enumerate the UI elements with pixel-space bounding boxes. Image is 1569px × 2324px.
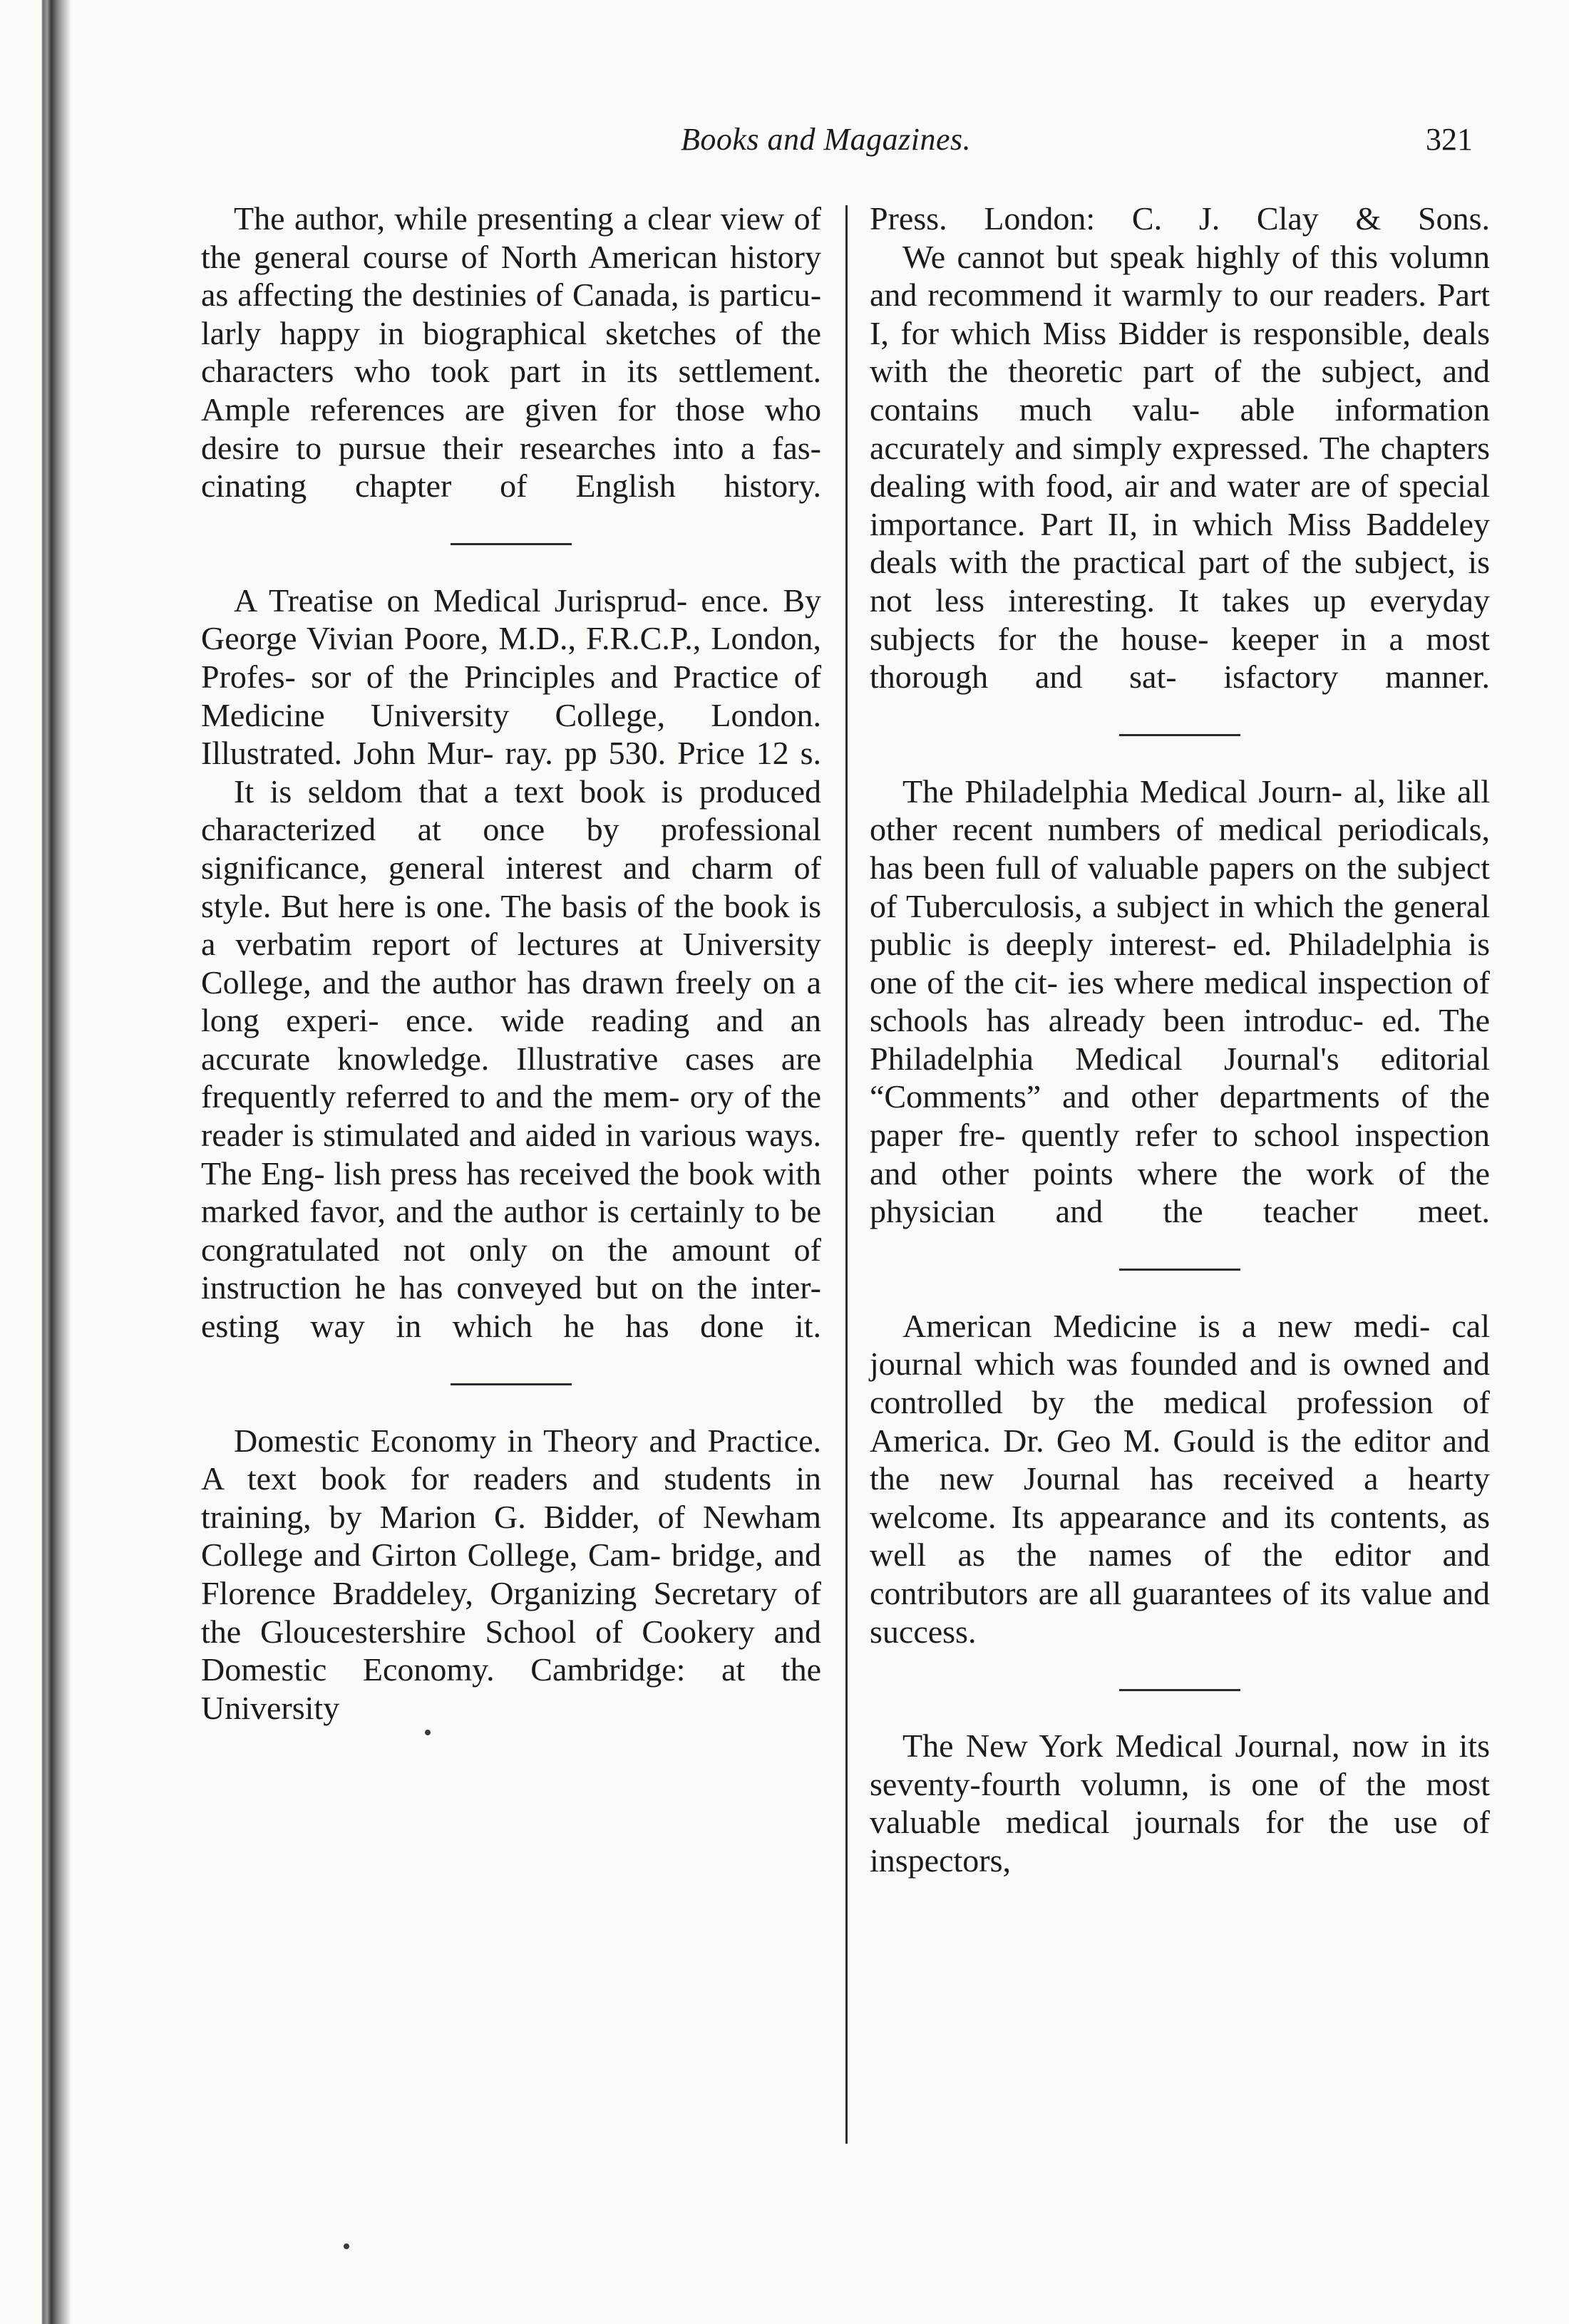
- ink-speck: [344, 2243, 349, 2249]
- section-separator: [870, 1231, 1490, 1307]
- column-rule: [845, 205, 848, 2144]
- running-title: Books and Magazines.: [681, 122, 972, 157]
- left-column: [201, 200, 821, 1727]
- paragraph: We cannot but speak highly of this volumn and recommend it warmly to our readers. Part I, for which Miss Bidder is responsible, deals with the theoretic part of the subject, and contains much valu- able information accurately and simply expressed. The chapters dealing with food, air and water are of special importance. Part II, in which Miss Baddeley deals with the practical part of the subject, is not less interesting. It takes up everyday subjects for the house- keeper in a most thorough and sat- isfactory manner.: [870, 238, 1491, 696]
- paragraph: American Medicine is a new medi- cal journal which was founded and is owned and controlled by the medical profession of America. Dr. Geo M. Gould is the editor and the new Journal has received a hearty welcome. Its appearance and its contents, as well as the names of the editor and contributors are all guarantees of its value and success.: [870, 1307, 1491, 1650]
- section-separator: [870, 1651, 1490, 1727]
- section-separator: [201, 505, 821, 582]
- section-separator: [870, 696, 1490, 773]
- book-citation: Domestic Economy in Theory and Practice. A text book for readers and students in training, by Marion G. Bidder, of Newham College and Girton College, Cam- bridge, and Florence Braddeley, Organizing Secretary of the Gloucestershire School of Cookery and Domestic Economy. Cambridge: at the University: [201, 1422, 822, 1726]
- page-number: 321: [1426, 122, 1473, 157]
- paragraph: The New York Medical Journal, now in its seventy-fourth volumn, is one of the most valuable medical journals for the use of inspectors,: [870, 1727, 1491, 1879]
- ink-speck: [425, 1730, 431, 1735]
- right-column: [870, 200, 1490, 1880]
- section-separator: [201, 1346, 821, 1422]
- book-binding-edge: [0, 0, 71, 2324]
- paragraph: The Philadelphia Medical Journ- al, like all other recent numbers of medical periodicals, has been full of valuable papers on the subject of Tuberculosis, a subject in which the general public is deeply interest- ed. Philadelphia is one of the cit- ies where medical inspection of schools has already been introduc- ed. The Philadelphia Medical Journal's editorial “Comments” and other departments of the paper fre- quently refer to school inspection and other points where the work of the physician and the teacher meet.: [870, 773, 1491, 1230]
- book-citation: A Treatise on Medical Jurisprud- ence. By George Vivian Poore, M.D., F.R.C.P., London, Profes- sor of the Principles and Practice of Medicine University College, London. Illustrated. John Mur- ray. pp 530. Price 12 s.: [201, 582, 822, 772]
- paragraph: It is seldom that a text book is produced characterized at once by professional significance, general interest and charm of style. But here is one. The basis of the book is a verbatim report of lectures at University College, and the author has drawn freely on a long experi- ence. wide reading and an accurate knowledge. Illustrative cases are frequently referred to and the mem- ory of the reader is stimulated and aided in various ways. The Eng- lish press has received the book with marked favor, and the author is certainly to be congratulated not only on the amount of instruction he has conveyed but on the inter- esting way in which he has done it.: [201, 773, 822, 1345]
- paragraph: The author, while presenting a clear view of the general course of North American history as affecting the destinies of Canada, is particu- larly happy in biographical sketches of the characters who took part in its settlement. Ample references are given for those who desire to pursue their researches into a fas- cinating chapter of English history.: [201, 200, 822, 505]
- book-citation-continued: Press. London: C. J. Clay & Sons.: [870, 200, 1490, 237]
